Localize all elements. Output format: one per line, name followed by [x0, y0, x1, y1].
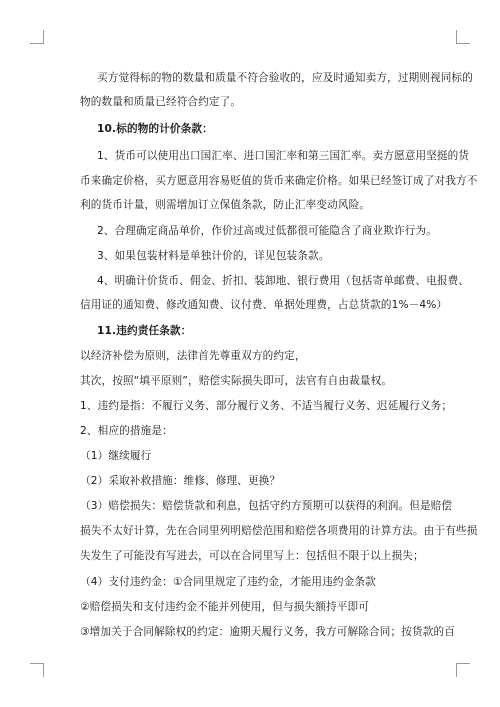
- paragraph-line: 3、如果包装材料是单独计价的，详见包装条款。: [97, 250, 330, 262]
- paragraph-line: （3）赔偿损失：赔偿货款和利息，包括守约方预期可以获得的利润。但是赔偿: [80, 500, 453, 512]
- paragraph-line: 失发生了可能没有写进去，可以在合同里写上：包括但不限于以上损失；: [80, 550, 424, 562]
- paragraph-line: 1、违约是指：不履行义务、部分履行义务、不适当履行义务、迟延履行义务；: [80, 400, 453, 412]
- paragraph-line: 币来确定价格，买方愿意用容易贬值的货币来确定价格。如果已经签订成了对我方不: [80, 175, 478, 187]
- paragraph-line: ③增加关于合同解除权的约定：逾期天履行义务，我方可解除合同；按货款的百: [80, 626, 455, 638]
- paragraph-line: 1、货币可以使用出口国汇率、进口国汇率和第三国汇率。卖方愿意用坚挺的货: [97, 150, 470, 162]
- paragraph-line: 2、相应的措施是：: [80, 425, 173, 437]
- section-heading: 11.违约责任条款：: [97, 325, 192, 337]
- paragraph-line: 买方觉得标的物的数量和质量不符合验收的，应及时通知卖方，过期则视同标的: [97, 72, 474, 84]
- paragraph-line: 损失不太好计算，先在合同里列明赔偿范围和赔偿各项费用的计算方法。由于有些损: [80, 525, 478, 537]
- paragraph-line: 物的数量和质量已经符合约定了。: [80, 96, 242, 108]
- paragraph-line: （2）采取补救措施：维修、修理、更换？: [80, 475, 281, 487]
- section-heading: 10.标的物的计价条款：: [97, 123, 213, 135]
- paragraph-line: 4、明确计价货币、佣金、折扣、装卸地、银行费用（包括寄单邮费、电报费、: [97, 275, 470, 287]
- paragraph-line: 信用证的通知费、修改通知费、议付费、单据处理费，占总货款的1%－4%）: [80, 299, 448, 311]
- paragraph-line: （4）支付违约金：①合同里规定了违约金，才能用违约金条款: [80, 576, 376, 588]
- paragraph-line: 2、合理确定商品单价，作价过高或过低都很可能隐含了商业欺诈行为。: [97, 225, 437, 237]
- paragraph-line: ②赔偿损失和支付违约金不能并列使用，但与损失额持平即可: [80, 601, 369, 613]
- paragraph-line: 利的货币计量，则需增加订立保值条款，防止汇率变动风险。: [80, 199, 371, 211]
- paragraph-line: 其次，按照“填平原则”，赔偿实际损失即可，法官有自由裁量权。: [80, 375, 393, 387]
- paragraph-line: （1）继续履行: [80, 450, 152, 462]
- paragraph-line: 以经济补偿为原则，法律首先尊重双方的约定，: [80, 350, 306, 362]
